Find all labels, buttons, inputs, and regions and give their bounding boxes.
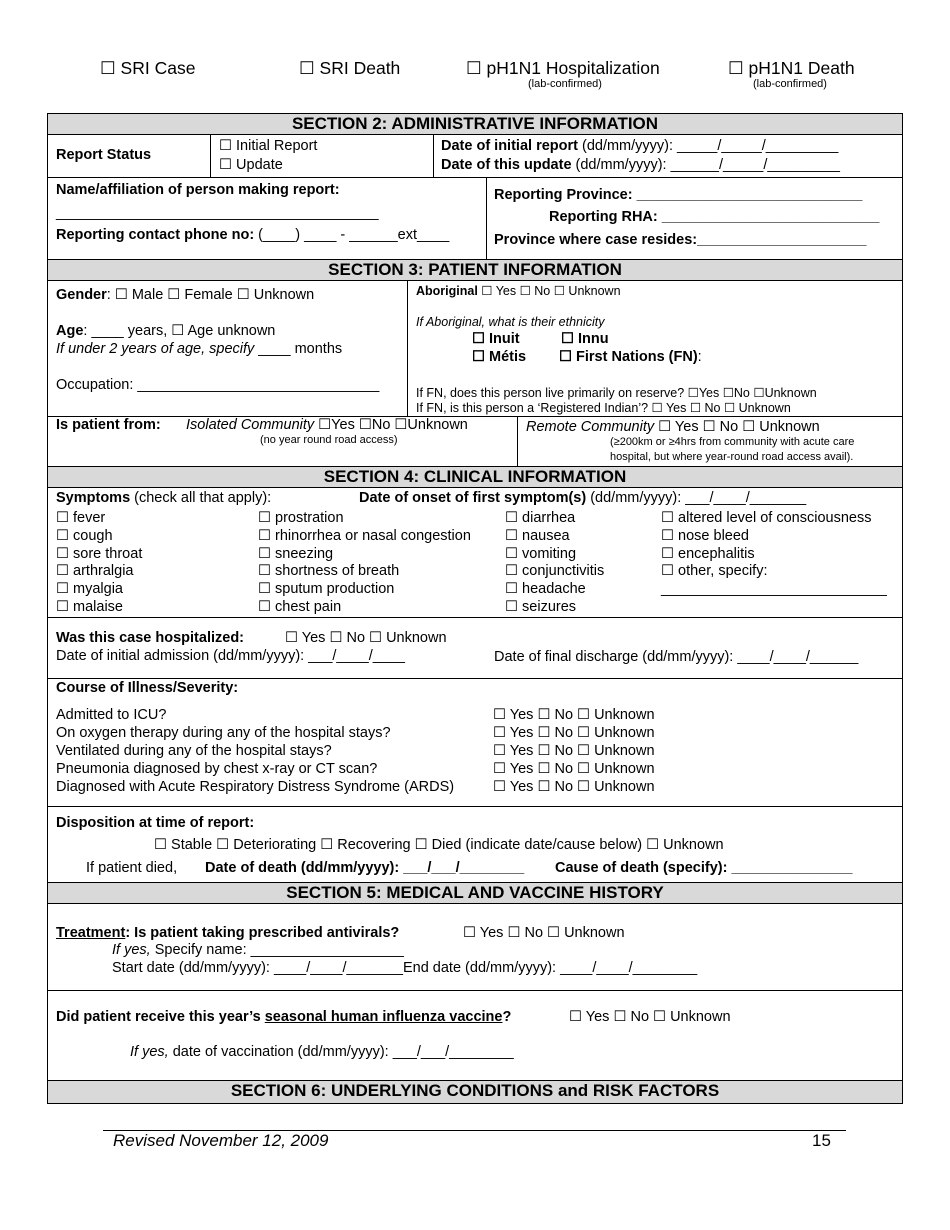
age-field[interactable] bbox=[56, 323, 275, 339]
vaccine-question bbox=[56, 1009, 511, 1025]
specify-name: Specify name: ___________________ bbox=[150, 942, 404, 958]
divider bbox=[486, 177, 487, 259]
vaccination-date: date of vaccination (dd/mm/yyyy): ___/___/________ bbox=[168, 1044, 514, 1060]
isolated-community-field[interactable] bbox=[186, 417, 468, 433]
symptom-column-4 bbox=[661, 510, 887, 599]
age-options: : ____ years, ☐ Age unknown bbox=[83, 323, 276, 339]
severity-options bbox=[493, 706, 655, 796]
ethnicity-question: If Aboriginal, what is their ethnicity bbox=[416, 315, 605, 329]
vomiting-checkbox[interactable]: ☐ vomiting bbox=[505, 545, 577, 562]
aboriginal-options: ☐ Yes ☐ No ☐ Unknown bbox=[477, 284, 621, 298]
gender-options: : ☐ Male ☐ Female ☐ Unknown bbox=[106, 287, 315, 303]
remote-community-field[interactable] bbox=[526, 419, 820, 435]
nausea-checkbox[interactable]: ☐ nausea bbox=[505, 527, 570, 544]
h1n1-hospitalization-checkbox[interactable]: ☐ pH1N1 Hospitalization bbox=[466, 58, 660, 78]
innu-checkbox[interactable]: ☐ Innu bbox=[561, 331, 609, 347]
divider bbox=[47, 617, 902, 618]
aboriginal-label: Aboriginal bbox=[416, 284, 478, 298]
diarrhea-checkbox[interactable]: ☐ diarrhea bbox=[505, 510, 576, 526]
onset-date-label: Date of onset of first symptom(s) bbox=[359, 490, 587, 506]
vaccine-options[interactable]: ☐ Yes ☐ No ☐ Unknown bbox=[569, 1009, 731, 1025]
occupation-field[interactable]: Occupation: ______________________________ bbox=[56, 377, 380, 393]
date-update-field[interactable] bbox=[441, 157, 840, 173]
divider bbox=[47, 416, 902, 417]
isolated-community-options: ☐Yes ☐No ☐Unknown bbox=[314, 417, 468, 433]
update-checkbox[interactable]: ☐ Update bbox=[219, 157, 283, 173]
section-6-header: SECTION 6: UNDERLYING CONDITIONS and RISK FACTORS bbox=[48, 1080, 902, 1104]
rhinorrhea-checkbox[interactable]: ☐ rhinorrhea or nasal congestion bbox=[258, 527, 471, 544]
report-status-label: Report Status bbox=[56, 147, 152, 163]
other-symptom-checkbox[interactable]: ☐ other, specify: bbox=[661, 563, 768, 580]
months-field[interactable] bbox=[56, 341, 342, 357]
revised-date: Revised November 12, 2009 bbox=[113, 1131, 329, 1150]
h1n1-death-checkbox[interactable]: ☐ pH1N1 Death bbox=[728, 58, 855, 78]
isolated-community-label: Isolated Community bbox=[186, 417, 315, 433]
symptoms-heading bbox=[56, 490, 271, 506]
divider bbox=[47, 990, 902, 991]
section-3-header: SECTION 3: PATIENT INFORMATION bbox=[48, 259, 902, 281]
divider bbox=[407, 281, 408, 416]
admission-date-field[interactable]: Date of initial admission (dd/mm/yyyy): ___/____/____ bbox=[56, 648, 405, 664]
sputum-production-checkbox[interactable]: ☐ sputum production bbox=[258, 581, 395, 598]
ventilated-options[interactable]: ☐ Yes ☐ No ☐ Unknown bbox=[493, 743, 655, 759]
remote-note: hospital, but where year-round road access avail). bbox=[610, 451, 854, 463]
divider bbox=[47, 806, 902, 807]
pneumonia-options[interactable]: ☐ Yes ☐ No ☐ Unknown bbox=[493, 761, 655, 777]
icu-options[interactable]: ☐ Yes ☐ No ☐ Unknown bbox=[493, 707, 655, 723]
arthralgia-checkbox[interactable]: ☐ arthralgia bbox=[56, 563, 134, 580]
vaccine-q2: seasonal human influenza vaccine bbox=[264, 1009, 503, 1025]
headache-checkbox[interactable]: ☐ headache bbox=[505, 581, 586, 598]
sneezing-checkbox[interactable]: ☐ sneezing bbox=[258, 545, 334, 562]
date-update-label: Date of this update bbox=[441, 157, 572, 173]
page-number: 15 bbox=[812, 1131, 831, 1150]
section-2-header: SECTION 2: ADMINISTRATIVE INFORMATION bbox=[48, 113, 902, 135]
seizures-checkbox[interactable]: ☐ seizures bbox=[505, 598, 577, 615]
isolated-note: (no year round road access) bbox=[260, 434, 398, 446]
death-date-field[interactable]: Date of death (dd/mm/yyyy): ___/___/________ bbox=[205, 860, 525, 876]
malaise-checkbox[interactable]: ☐ malaise bbox=[56, 598, 123, 615]
under2-label: If under 2 years of age, specify bbox=[56, 341, 255, 357]
onset-date-blanks: (dd/mm/yyyy): ___/____/_______ bbox=[586, 490, 807, 506]
symptoms-label: Symptoms bbox=[56, 490, 131, 506]
symptoms-instruction: (check all that apply): bbox=[130, 490, 272, 506]
oxygen-options[interactable]: ☐ Yes ☐ No ☐ Unknown bbox=[493, 725, 655, 741]
oxygen-question: On oxygen therapy during any of the hospital stays? bbox=[56, 725, 391, 741]
cough-checkbox[interactable]: ☐ cough bbox=[56, 527, 113, 544]
treatment-question bbox=[56, 925, 399, 941]
date-initial-report-field[interactable] bbox=[441, 138, 838, 154]
discharge-date-field[interactable]: Date of final discharge (dd/mm/yyyy): ____/____/______ bbox=[494, 649, 859, 665]
age-label: Age bbox=[56, 323, 84, 339]
gender-field[interactable] bbox=[56, 287, 314, 303]
name-affiliation-label: Name/affiliation of person making report: bbox=[56, 182, 340, 198]
first-nations-label: ☐ First Nations (FN) bbox=[559, 349, 698, 365]
date-initial-label: Date of initial report bbox=[441, 138, 578, 154]
disposition-options[interactable]: ☐ Stable ☐ Deteriorating ☐ Recovering ☐ Died (indicate date/cause below) ☐ Unknown bbox=[154, 837, 724, 853]
divider bbox=[433, 135, 434, 177]
if-yes-label: If yes, bbox=[130, 1044, 169, 1060]
province-resides-field[interactable]: Province where case resides:_____________________ bbox=[494, 232, 867, 248]
colon: : bbox=[697, 349, 702, 365]
date-initial-format: (dd/mm/yyyy): _____/_____/_________ bbox=[577, 138, 839, 154]
lab-confirmed-note: (lab-confirmed) bbox=[753, 78, 827, 90]
contact-phone-field[interactable] bbox=[56, 227, 449, 243]
ventilated-question: Ventilated during any of the hospital stays? bbox=[56, 743, 332, 759]
months-blank: ____ months bbox=[254, 341, 343, 357]
vaccine-q3: ? bbox=[502, 1009, 512, 1025]
section-4-header: SECTION 4: CLINICAL INFORMATION bbox=[48, 466, 902, 488]
divider bbox=[517, 416, 518, 466]
divider bbox=[47, 678, 902, 679]
form-border-right bbox=[902, 113, 903, 1104]
lab-confirmed-note: (lab-confirmed) bbox=[528, 78, 602, 90]
inuit-checkbox[interactable]: ☐ Inuit bbox=[472, 331, 520, 347]
name-affiliation-field[interactable]: ________________________________________ bbox=[56, 205, 379, 221]
if-yes-label: If yes, bbox=[112, 942, 151, 958]
gender-label: Gender bbox=[56, 287, 107, 303]
treatment-label: Treatment bbox=[56, 925, 126, 941]
fever-checkbox[interactable]: ☐ fever bbox=[56, 510, 106, 526]
vaccine-q1: Did patient receive this year’s bbox=[56, 1009, 265, 1025]
divider bbox=[47, 177, 902, 178]
remote-note: (≥200km or ≥4hrs from community with acute care bbox=[610, 436, 855, 448]
hospitalized-label: Was this case hospitalized: bbox=[56, 630, 245, 646]
section-5-header: SECTION 5: MEDICAL AND VACCINE HISTORY bbox=[48, 882, 902, 904]
chest-pain-checkbox[interactable]: ☐ chest pain bbox=[258, 598, 342, 615]
altered-consciousness-checkbox[interactable]: ☐ altered level of consciousness bbox=[661, 510, 872, 526]
sri-death-checkbox[interactable]: ☐ SRI Death bbox=[299, 58, 401, 78]
pneumonia-question: Pneumonia diagnosed by chest x-ray or CT scan? bbox=[56, 761, 378, 777]
treatment-options[interactable]: ☐ Yes ☐ No ☐ Unknown bbox=[463, 925, 625, 941]
symptom-column-1 bbox=[56, 510, 142, 617]
icu-question: Admitted to ICU? bbox=[56, 707, 167, 723]
severity-questions bbox=[56, 706, 454, 796]
other-symptom-field[interactable]: ____________________________ bbox=[661, 581, 887, 598]
treatment-text: : Is patient taking prescribed antivirals? bbox=[125, 925, 400, 941]
remote-community-options: ☐ Yes ☐ No ☐ Unknown bbox=[654, 419, 820, 435]
contact-phone-blanks: (____) ____ - ______ext____ bbox=[254, 227, 450, 243]
fn-reserve-question[interactable]: If FN, does this person live primarily on reserve? ☐Yes ☐No ☐Unknown bbox=[416, 386, 817, 400]
ards-options[interactable]: ☐ Yes ☐ No ☐ Unknown bbox=[493, 779, 655, 795]
ards-question: Diagnosed with Acute Respiratory Distress Syndrome (ARDS) bbox=[56, 779, 455, 795]
symptom-column-2 bbox=[258, 510, 471, 617]
aboriginal-field[interactable] bbox=[416, 283, 621, 298]
start-end-date-field[interactable]: Start date (dd/mm/yyyy): ____/____/_______End date (dd/mm/yyyy): ____/____/________ bbox=[112, 960, 698, 976]
reporting-province-field[interactable]: Reporting Province: ____________________________ bbox=[494, 187, 863, 203]
contact-phone-label: Reporting contact phone no: bbox=[56, 227, 255, 243]
patient-from-label: Is patient from: bbox=[56, 417, 161, 433]
course-of-illness-label: Course of Illness/Severity: bbox=[56, 680, 239, 696]
conjunctivitis-checkbox[interactable]: ☐ conjunctivitis bbox=[505, 563, 605, 580]
disposition-label: Disposition at time of report: bbox=[56, 815, 255, 831]
death-cause-field[interactable]: Cause of death (specify): _______________ bbox=[555, 860, 853, 876]
remote-community-label: Remote Community bbox=[526, 419, 655, 435]
symptom-column-3 bbox=[505, 510, 604, 617]
metis-checkbox[interactable]: ☐ Métis bbox=[472, 349, 527, 365]
initial-report-checkbox[interactable]: ☐ Initial Report bbox=[219, 138, 318, 154]
date-update-format: (dd/mm/yyyy): ______/_____/_________ bbox=[571, 157, 840, 173]
died-prefix: If patient died, bbox=[86, 860, 178, 876]
vaccination-date-field[interactable] bbox=[130, 1044, 514, 1060]
encephalitis-checkbox[interactable]: ☐ encephalitis bbox=[661, 545, 755, 562]
sore-throat-checkbox[interactable]: ☐ sore throat bbox=[56, 545, 143, 562]
reporting-rha-field[interactable]: Reporting RHA: ___________________________ bbox=[549, 209, 880, 225]
onset-date-field[interactable] bbox=[359, 490, 806, 506]
antiviral-name-field[interactable] bbox=[112, 942, 404, 958]
divider bbox=[210, 135, 211, 177]
shortness-of-breath-checkbox[interactable]: ☐ shortness of breath bbox=[258, 563, 400, 580]
nose-bleed-checkbox[interactable]: ☐ nose bleed bbox=[661, 527, 749, 544]
prostration-checkbox[interactable]: ☐ prostration bbox=[258, 510, 344, 526]
fn-registered-question[interactable]: If FN, is this person a ‘Registered Indian’? ☐ Yes ☐ No ☐ Unknown bbox=[416, 401, 791, 415]
first-nations-checkbox[interactable] bbox=[559, 349, 702, 365]
myalgia-checkbox[interactable]: ☐ myalgia bbox=[56, 581, 123, 598]
hospitalized-options[interactable]: ☐ Yes ☐ No ☐ Unknown bbox=[285, 630, 447, 646]
sri-case-checkbox[interactable]: ☐ SRI Case bbox=[100, 58, 196, 78]
